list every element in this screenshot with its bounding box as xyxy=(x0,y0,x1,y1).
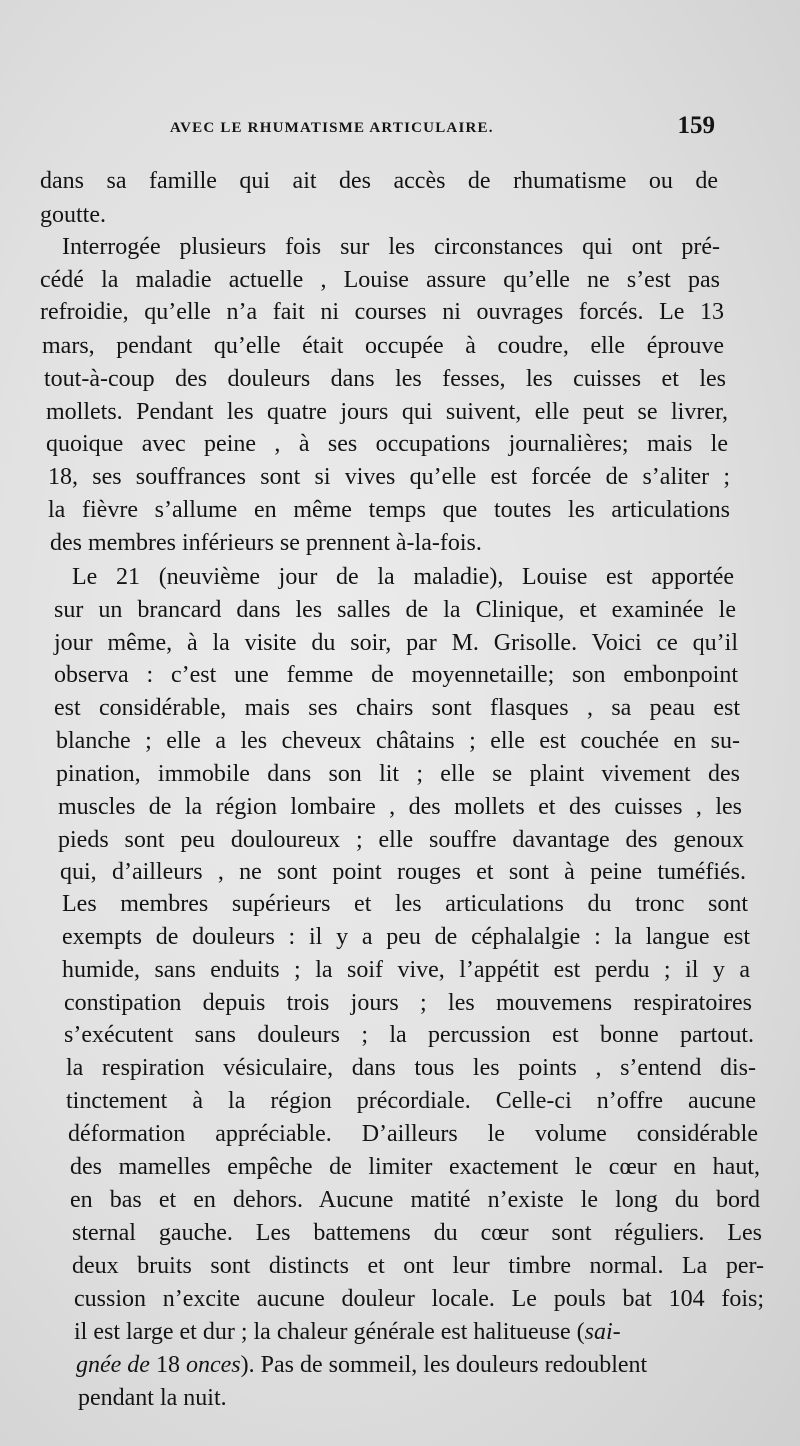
italic-text: sai- xyxy=(584,1319,621,1345)
text-line: la respiration vésiculaire, dans tous les points , s’entend dis- xyxy=(66,1055,756,1081)
text-line: muscles de la région lombaire , des mollets et des cuisses , les xyxy=(58,794,742,820)
text-line: Le 21 (neuvième jour de la maladie), Louise est apportée xyxy=(72,564,734,590)
text-line: qui, d’ailleurs , ne sont point rouges et sont à peine tuméfiés. xyxy=(60,859,746,885)
text-line: tout-à-coup des douleurs dans les fesses, les cuisses et les xyxy=(44,366,726,392)
text-line: deux bruits sont distincts et ont leur timbre normal. La per- xyxy=(72,1253,764,1279)
italic-text: gnée de xyxy=(76,1352,150,1378)
text-segment: ). Pas de sommeil, les douleurs redoublent xyxy=(240,1352,648,1378)
text-line: sur un brancard dans les salles de la Clinique, et examinée le xyxy=(54,597,736,623)
text-line: constipation depuis trois jours ; les mouvemens respiratoires xyxy=(64,990,752,1016)
text-line: mars, pendant qu’elle était occupée à coudre, elle éprouve xyxy=(42,333,724,359)
text-line: refroidie, qu’elle n’a fait ni courses ni ouvrages forcés. Le 13 xyxy=(40,299,724,325)
text-line: déformation appréciable. D’ailleurs le volume considérable xyxy=(68,1121,758,1147)
text-line: observa : c’est une femme de moyennetaille; son embonpoint xyxy=(54,662,738,688)
text-line: Les membres supérieurs et les articulations du tronc sont xyxy=(62,891,748,917)
text-line: s’exécutent sans douleurs ; la percussion est bonne partout. xyxy=(64,1022,754,1048)
text-line: sternal gauche. Les battemens du cœur sont réguliers. Les xyxy=(72,1220,762,1246)
text-line: des membres inférieurs se prennent à-la-fois. xyxy=(50,530,482,556)
italic-text: onces xyxy=(185,1352,241,1378)
text-line: exempts de douleurs : il y a peu de céphalalgie : la langue est xyxy=(62,924,750,950)
page-header xyxy=(170,112,715,142)
text-line: pieds sont peu douloureux ; elle souffre davantage des genoux xyxy=(58,827,744,853)
text-line: dans sa famille qui ait des accès de rhumatisme ou de xyxy=(40,168,718,194)
text-line xyxy=(74,1317,764,1347)
running-title: AVEC LE RHUMATISME ARTICULAIRE. xyxy=(170,120,494,136)
text-line: quoique avec peine , à ses occupations journalières; mais le xyxy=(46,431,728,457)
text-line: mollets. Pendant les quatre jours qui suivent, elle peut se livrer, xyxy=(46,399,728,425)
text-line: 18, ses souffrances sont si vives qu’elle est forcée de s’aliter ; xyxy=(48,464,730,490)
text-line: Interrogée plusieurs fois sur les circonstances qui ont pré- xyxy=(62,234,720,260)
text-line: pendant la nuit. xyxy=(78,1385,227,1411)
text-line: blanche ; elle a les cheveux châtains ; elle est couchée en su- xyxy=(56,728,740,754)
text-line: jour même, à la visite du soir, par M. Grisolle. Voici ce qu’il xyxy=(54,630,738,656)
text-line: des mamelles empêche de limiter exactement le cœur en haut, xyxy=(70,1154,760,1180)
text-line: goutte. xyxy=(40,202,106,228)
text-line: la fièvre s’allume en même temps que toutes les articulations xyxy=(48,497,730,523)
page-number: 159 xyxy=(677,112,715,139)
text-line: tinctement à la région précordiale. Celle-ci n’offre aucune xyxy=(66,1088,756,1114)
text-segment: il est large et dur ; la chaleur générale est halitueuse ( xyxy=(74,1319,585,1345)
text-line xyxy=(76,1350,766,1380)
text-line: humide, sans enduits ; la soif vive, l’appétit est perdu ; il y a xyxy=(62,957,750,983)
text-line: est considérable, mais ses chairs sont flasques , sa peau est xyxy=(54,695,740,721)
text-line: pination, immobile dans son lit ; elle se plaint vivement des xyxy=(56,761,740,787)
text-segment: 18 xyxy=(149,1352,186,1378)
text-line: cussion n’excite aucune douleur locale. Le pouls bat 104 fois; xyxy=(74,1286,764,1312)
text-line: en bas et en dehors. Aucune matité n’existe le long du bord xyxy=(70,1187,760,1213)
text-line: cédé la maladie actuelle , Louise assure qu’elle ne s’est pas xyxy=(40,267,720,293)
